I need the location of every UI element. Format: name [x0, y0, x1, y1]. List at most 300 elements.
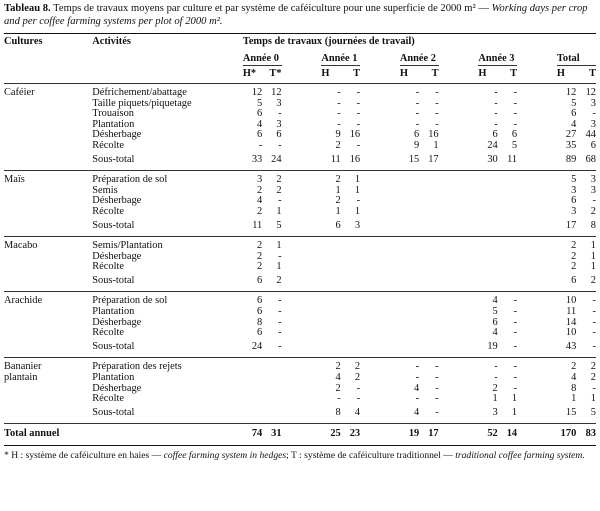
value-cell: 6	[492, 129, 498, 141]
value-cell: -	[494, 97, 498, 109]
table-row	[4, 262, 596, 273]
spacer-cell	[517, 394, 557, 405]
activity-cell: Semis	[92, 184, 118, 196]
spacer-cell	[360, 99, 400, 110]
spacer-cell	[517, 186, 557, 197]
value-cell	[400, 252, 419, 263]
value-cell: 3	[276, 118, 282, 130]
value-cell: 6	[571, 108, 577, 120]
value-cell: -	[435, 118, 439, 130]
value-cell	[262, 384, 281, 395]
spacer-cell	[360, 109, 400, 120]
spacer-cell	[517, 237, 557, 252]
value-cell	[478, 237, 497, 252]
spacer-cell	[282, 152, 322, 171]
value-cell: 11	[507, 153, 518, 165]
caption-text-fr: Temps de travaux moyens par culture et par système de caféiculture pour une superficie de 2000 m² —	[50, 3, 492, 14]
value-cell: 68	[585, 153, 596, 165]
value-cell: 3	[276, 97, 282, 109]
value-cell: 1	[341, 171, 360, 186]
value-cell	[478, 186, 497, 197]
spacer-cell	[360, 186, 400, 197]
spacer-cell	[360, 384, 400, 395]
value-cell: -	[356, 118, 361, 130]
value-cell: -	[498, 358, 517, 373]
header-sub-t: T*	[269, 68, 282, 80]
value-cell: -	[592, 108, 596, 120]
spacer-cell	[282, 186, 322, 197]
spacer-cell	[360, 252, 400, 263]
spacer-cell	[360, 373, 400, 384]
value-cell: 74	[243, 424, 262, 446]
spacer-cell	[439, 186, 479, 197]
spacer-cell	[360, 120, 400, 131]
value-cell: -	[435, 97, 439, 109]
value-cell	[400, 207, 419, 218]
value-cell: -	[356, 86, 361, 98]
value-cell	[262, 405, 281, 424]
work-time-table	[4, 33, 596, 446]
spacer-cell	[517, 130, 557, 141]
value-cell	[419, 292, 438, 307]
value-cell	[419, 196, 438, 207]
spacer-cell	[439, 292, 479, 307]
spacer-cell	[282, 394, 322, 405]
value-cell: -	[592, 316, 596, 328]
value-cell: 15	[408, 153, 420, 165]
activity-cell: Récolte	[92, 139, 124, 151]
value-cell	[400, 292, 419, 307]
value-cell	[400, 237, 419, 252]
value-cell	[262, 373, 281, 384]
value-cell	[498, 273, 517, 292]
value-cell: -	[576, 292, 596, 307]
value-cell: 2	[571, 250, 577, 262]
spacer-cell	[360, 207, 400, 218]
value-cell	[419, 273, 438, 292]
value-cell	[400, 307, 419, 318]
table-row	[4, 292, 596, 307]
value-cell	[419, 328, 438, 339]
spacer-cell	[517, 83, 557, 98]
subtotal-row	[4, 339, 596, 358]
value-cell: -	[592, 382, 596, 394]
spacer-cell	[360, 237, 400, 252]
value-cell	[400, 339, 419, 358]
header-year-3: Année 3	[478, 51, 517, 66]
value-cell: 14	[565, 316, 577, 328]
value-cell	[498, 207, 517, 218]
value-cell: 2	[276, 184, 282, 196]
spacer-cell	[360, 358, 400, 373]
value-cell: 6	[257, 327, 263, 339]
value-cell: 6	[571, 195, 577, 207]
value-cell: -	[356, 382, 361, 394]
value-cell: -	[494, 86, 498, 98]
activity-cell: Plantation	[92, 372, 135, 384]
value-cell: 1	[590, 393, 596, 405]
header-sub-t: T	[510, 68, 518, 80]
value-cell: 1	[590, 261, 596, 273]
header-sub-t: T	[353, 68, 361, 80]
value-cell: 4	[478, 292, 497, 307]
value-cell: 5	[571, 97, 577, 109]
value-cell: 6	[590, 139, 596, 151]
spacer-cell	[517, 424, 557, 446]
activity-cell: Plantation	[92, 118, 135, 130]
value-cell: 2	[257, 250, 263, 262]
spacer-cell	[360, 83, 400, 98]
value-cell: -	[278, 327, 282, 339]
spacer-cell	[282, 171, 322, 186]
value-cell: 24	[271, 153, 282, 165]
header-sub-h: H	[399, 68, 408, 80]
activity-cell: Préparation des rejets	[92, 358, 243, 373]
value-cell: -	[592, 327, 596, 339]
spacer-cell	[360, 273, 400, 292]
activity-cell: Désherbage	[92, 316, 142, 328]
crop-cell	[4, 405, 92, 424]
spacer-cell	[517, 141, 557, 152]
spacer-cell	[360, 218, 400, 237]
value-cell	[321, 292, 340, 307]
value-cell	[419, 186, 438, 197]
value-cell: 3	[243, 171, 262, 186]
value-cell: 2	[590, 274, 596, 286]
value-cell	[419, 339, 438, 358]
value-cell: 6	[257, 108, 263, 120]
spacer-cell	[439, 196, 479, 207]
value-cell: 5	[590, 406, 596, 418]
spacer-cell	[439, 339, 479, 358]
spacer-cell	[282, 207, 322, 218]
spacer-cell	[517, 99, 557, 110]
value-cell	[341, 292, 360, 307]
value-cell: 5	[557, 171, 576, 186]
spacer-cell	[517, 373, 557, 384]
value-cell: 44	[585, 129, 596, 141]
activity-cell: Récolte	[92, 393, 124, 405]
value-cell: -	[513, 327, 518, 339]
value-cell: 5	[276, 219, 282, 231]
spacer-cell	[282, 358, 322, 373]
value-cell: 2	[590, 205, 596, 217]
value-cell	[341, 237, 360, 252]
crop-cell	[4, 141, 92, 152]
value-cell: -	[513, 382, 518, 394]
crop-cell	[4, 262, 92, 273]
spacer-cell	[439, 218, 479, 237]
caption-text-en: Working days per crop and per coffee farming systems per plot of 2000 m².	[4, 3, 588, 27]
spacer-cell	[282, 99, 322, 110]
value-cell: -	[415, 372, 420, 384]
value-cell	[419, 262, 438, 273]
value-cell: 43	[565, 340, 577, 352]
spacer-cell	[517, 109, 557, 120]
value-cell	[478, 196, 497, 207]
header-sub-t: T	[589, 68, 596, 80]
value-cell: 4	[257, 118, 263, 130]
value-cell: -	[278, 316, 282, 328]
value-cell: 3	[571, 205, 577, 217]
value-cell: 1	[511, 406, 518, 418]
activity-cell: Désherbage	[92, 195, 142, 207]
value-cell: 2	[257, 261, 263, 273]
value-cell	[321, 273, 340, 292]
caption-label: Tableau 8.	[4, 3, 51, 14]
value-cell: -	[356, 139, 361, 151]
spacer-cell	[517, 252, 557, 263]
header-year-total: Total	[557, 51, 596, 66]
header-sub-h: H	[478, 68, 487, 80]
value-cell	[321, 307, 340, 318]
value-cell: -	[513, 316, 518, 328]
spacer-cell	[360, 292, 400, 307]
value-cell: 2	[557, 358, 576, 373]
value-cell: 2	[276, 274, 282, 286]
spacer-cell	[517, 292, 557, 307]
value-cell: 19	[400, 424, 419, 446]
value-cell: -	[262, 292, 281, 307]
table-body	[4, 83, 596, 445]
value-cell: 52	[478, 424, 497, 446]
value-cell: 17	[428, 153, 439, 165]
value-cell: 3	[576, 171, 596, 186]
spacer-cell	[439, 252, 479, 263]
crop-cell	[4, 218, 92, 237]
table-row	[4, 83, 596, 98]
crop-cell	[4, 207, 92, 218]
value-cell	[478, 262, 497, 273]
header-year-2: Année 2	[400, 51, 439, 66]
crop-cell	[4, 339, 92, 358]
value-cell: 11	[252, 219, 263, 231]
value-cell: 14	[498, 424, 517, 446]
value-cell	[321, 252, 340, 263]
spacer-cell	[517, 273, 557, 292]
spacer-cell	[360, 405, 400, 424]
value-cell: 6	[492, 316, 498, 328]
activity-cell: Sous-total	[92, 219, 135, 231]
value-cell: -	[498, 292, 517, 307]
value-cell: 89	[565, 153, 577, 165]
crop-cell	[4, 186, 92, 197]
value-cell: 2	[335, 195, 341, 207]
value-cell: 2	[341, 358, 360, 373]
value-cell: 2	[576, 358, 596, 373]
activity-cell: Sous-total	[92, 153, 135, 165]
value-cell	[262, 358, 281, 373]
value-cell: 170	[557, 424, 576, 446]
table-caption	[4, 3, 596, 28]
value-cell: -	[415, 393, 420, 405]
value-cell: 33	[251, 153, 263, 165]
value-cell	[321, 328, 340, 339]
value-cell: -	[415, 108, 420, 120]
value-cell	[341, 307, 360, 318]
value-cell: 1	[262, 237, 281, 252]
footnote-part: .	[582, 450, 585, 461]
value-cell	[341, 328, 360, 339]
header-temps: Temps de travaux (journées de travail)	[242, 36, 415, 48]
spacer-cell	[282, 218, 322, 237]
value-cell: -	[513, 86, 518, 98]
spacer-cell	[517, 196, 557, 207]
value-cell	[321, 262, 340, 273]
value-cell	[341, 318, 360, 329]
crop-cell	[4, 318, 92, 329]
subtotal-row	[4, 273, 596, 292]
spacer-cell	[439, 307, 479, 318]
value-cell: 6	[571, 274, 577, 286]
spacer-cell	[439, 83, 479, 98]
header-cultures: Cultures	[4, 36, 43, 48]
value-cell: -	[435, 372, 439, 384]
value-cell	[400, 273, 419, 292]
crop-cell	[4, 384, 92, 395]
value-cell: 19	[487, 340, 498, 352]
value-cell: 1	[590, 250, 596, 262]
spacer-cell	[282, 252, 322, 263]
value-cell	[400, 218, 419, 237]
value-cell: 2	[321, 358, 340, 373]
value-cell: -	[415, 86, 420, 98]
value-cell: -	[592, 195, 596, 207]
value-cell: 2	[492, 382, 498, 394]
crop-cell	[4, 196, 92, 207]
crop-cell	[4, 99, 92, 110]
value-cell	[400, 171, 419, 186]
value-cell	[400, 196, 419, 207]
spacer-cell	[439, 424, 479, 446]
value-cell: 1	[354, 184, 361, 196]
spacer-cell	[282, 120, 322, 131]
spacer-cell	[360, 328, 400, 339]
crop-cell	[4, 130, 92, 141]
spacer-cell	[439, 152, 479, 171]
total-label: Total annuel	[4, 424, 243, 446]
value-cell: 23	[341, 424, 360, 446]
spacer-cell	[439, 384, 479, 395]
spacer-cell	[517, 339, 557, 358]
value-cell	[419, 252, 438, 263]
value-cell: 9	[414, 139, 420, 151]
value-cell: -	[258, 139, 263, 151]
header-sub-h: H*	[242, 68, 257, 80]
spacer-cell	[439, 405, 479, 424]
value-cell: -	[513, 306, 518, 318]
activity-cell: Plantation	[92, 306, 135, 318]
value-cell: 25	[321, 424, 340, 446]
value-cell: -	[419, 358, 438, 373]
value-cell: 6	[276, 129, 282, 141]
value-cell: 2	[257, 205, 263, 217]
spacer-cell	[360, 262, 400, 273]
value-cell: 2	[571, 261, 577, 273]
value-cell: 2	[335, 382, 341, 394]
spacer-cell	[282, 273, 322, 292]
value-cell: -	[337, 393, 341, 405]
value-cell: 10	[565, 327, 577, 339]
value-cell: 3	[354, 219, 361, 231]
value-cell: 16	[349, 129, 361, 141]
value-cell: 2	[321, 171, 340, 186]
spacer-cell	[360, 424, 400, 446]
table-row	[4, 207, 596, 218]
spacer-cell	[439, 328, 479, 339]
value-cell	[478, 207, 497, 218]
spacer-cell	[282, 384, 322, 395]
spacer-cell	[282, 196, 322, 207]
value-cell	[498, 262, 517, 273]
subtotal-row	[4, 405, 596, 424]
value-cell: 12	[271, 86, 282, 98]
spacer-cell	[439, 273, 479, 292]
value-cell: -	[494, 372, 498, 384]
value-cell: 2	[243, 237, 262, 252]
value-cell	[341, 262, 360, 273]
crop-cell: plantain	[4, 372, 38, 384]
table-row	[4, 358, 596, 373]
footnote-part: coffee farming system in hedges	[163, 450, 287, 461]
spacer-cell	[282, 405, 322, 424]
value-cell: 1	[511, 393, 518, 405]
activity-cell: Récolte	[92, 261, 124, 273]
value-cell: -	[400, 358, 419, 373]
value-cell: -	[435, 393, 439, 405]
value-cell	[419, 318, 438, 329]
crop-cell	[4, 273, 92, 292]
value-cell: -	[435, 406, 439, 418]
value-cell: 12	[565, 86, 577, 98]
value-cell: 83	[576, 424, 596, 446]
activity-cell: Semis/Plantation	[92, 237, 243, 252]
value-cell: -	[356, 97, 361, 109]
value-cell: -	[278, 139, 282, 151]
value-cell: 5	[492, 306, 498, 318]
spacer-cell	[282, 307, 322, 318]
spacer-cell	[517, 171, 557, 186]
crop-cell	[4, 328, 92, 339]
crop-cell: Macabo	[4, 237, 92, 252]
value-cell: -	[356, 108, 361, 120]
value-cell: 8	[571, 382, 577, 394]
value-cell: 4	[335, 372, 341, 384]
header-sub-h: H	[556, 68, 565, 80]
activity-cell: Sous-total	[92, 340, 135, 352]
crop-cell: Maïs	[4, 171, 92, 186]
value-cell: 6	[335, 219, 341, 231]
spacer-cell	[282, 339, 322, 358]
spacer-cell	[282, 373, 322, 384]
value-cell: 8	[335, 406, 341, 418]
spacer-cell	[360, 196, 400, 207]
spacer-cell	[517, 384, 557, 395]
value-cell	[419, 171, 438, 186]
crop-cell	[4, 394, 92, 405]
value-cell: 2	[262, 171, 281, 186]
header-sub-h: H	[321, 68, 330, 80]
spacer-cell	[517, 358, 557, 373]
spacer-cell	[439, 171, 479, 186]
spacer-cell	[439, 373, 479, 384]
value-cell: 31	[262, 424, 281, 446]
spacer-cell	[360, 130, 400, 141]
spacer-cell	[517, 218, 557, 237]
spacer-cell	[282, 130, 322, 141]
value-cell: -	[435, 382, 439, 394]
value-cell: 12	[585, 86, 596, 98]
